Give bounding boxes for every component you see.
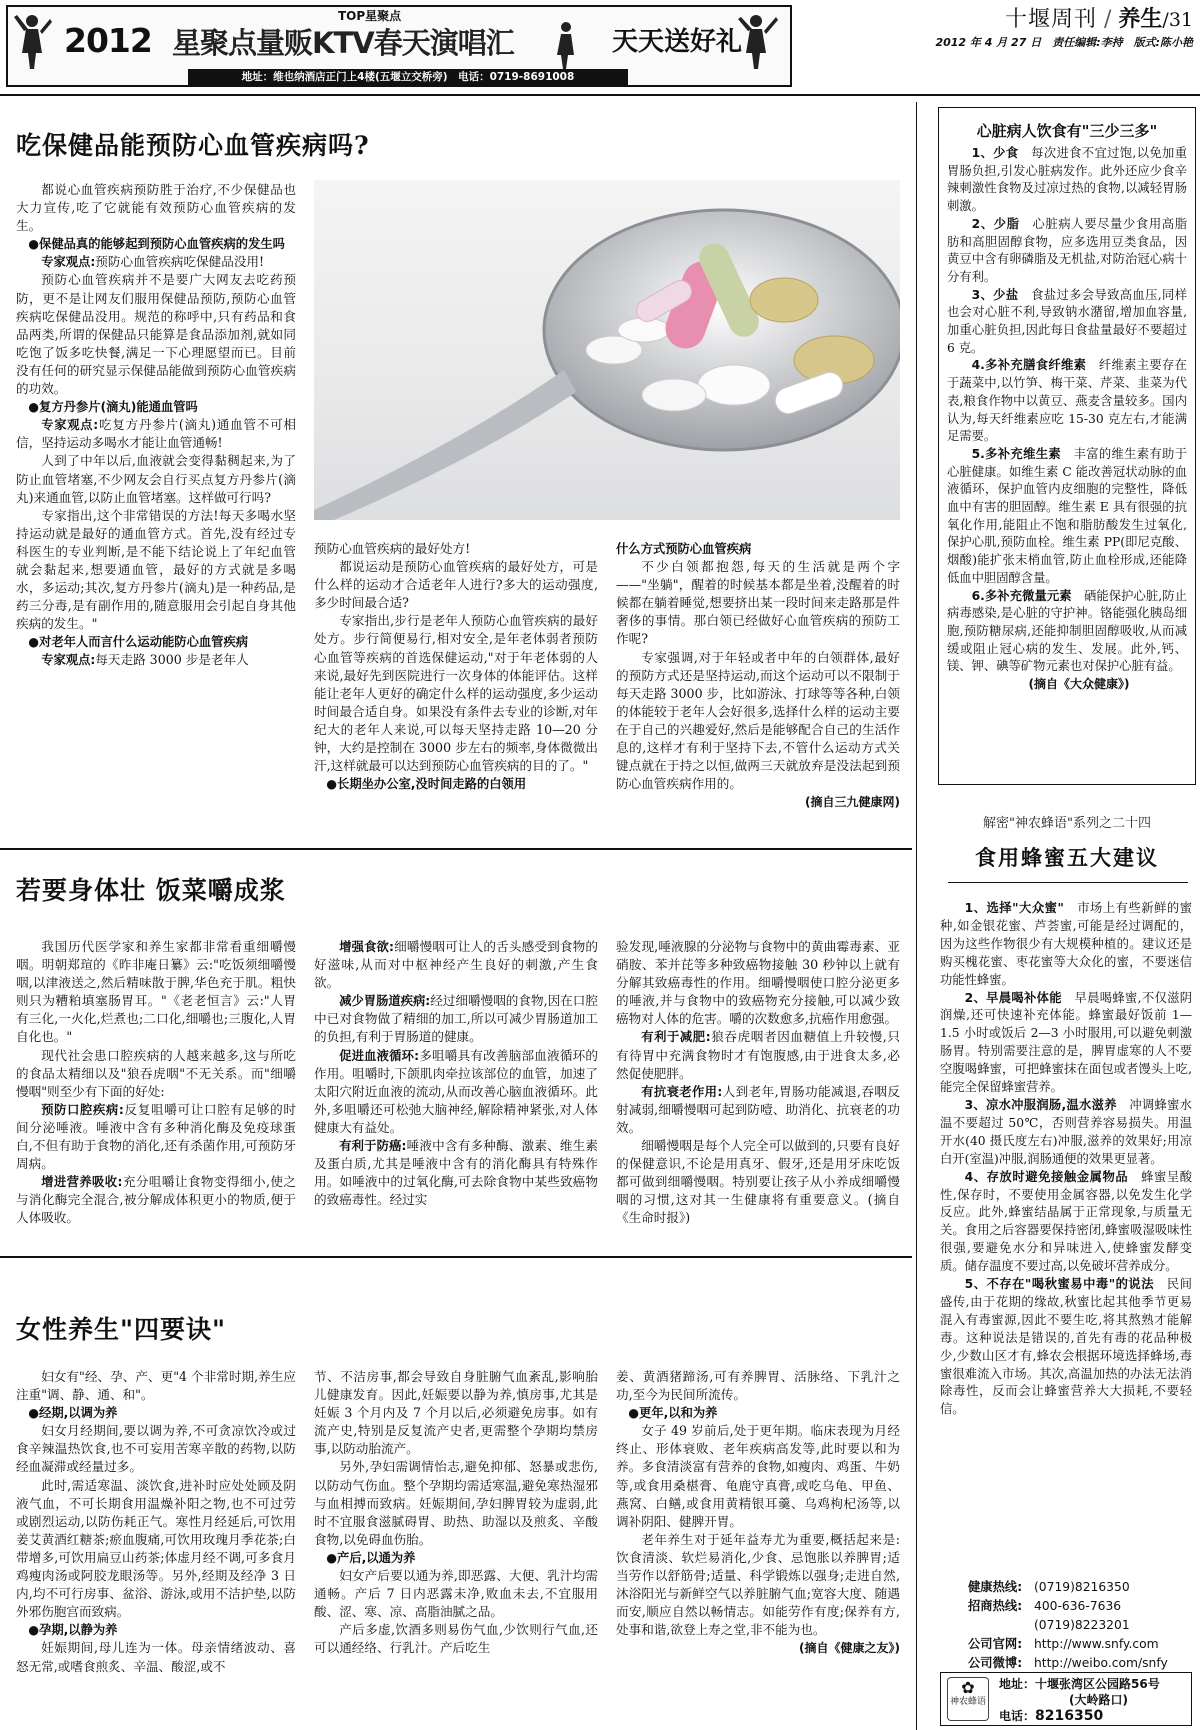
paragraph-text: 都说心血管疾病预防胜于治疗,不少保健品也大力宣传,吃了它就能有效预防心血管疾病的发生。 bbox=[16, 182, 296, 234]
paragraph-text: ●复方丹参片(滴丸)能通血管吗 bbox=[28, 400, 198, 415]
paragraph-text: 产后多虚,饮酒多则易伤气血,少饮则行气血,还可以通经络、行乳汁。产后吃生 bbox=[314, 1622, 598, 1656]
paragraph bbox=[16, 253, 296, 271]
paragraph-text: 经过细嚼慢咽的食物,因在口腔中已对食物做了精细的加工,所以可减少胃肠道加工的负担,有利于胃肠道的健康。 bbox=[314, 993, 598, 1045]
article1-column-3 bbox=[616, 540, 900, 840]
tel-value: 8216350 bbox=[1035, 1708, 1104, 1724]
sidebar-item bbox=[940, 1169, 1192, 1276]
paragraph-text: 不少白领都抱怨,每天的生活就是两个字——"坐躺"，醒着的时候基本都是坐着,没醒着的时候都在躺着睡觉,想要挤出某一段时间来走路那是件奢侈的事情。那白领已经做好心血管疾病的预防工作呢? bbox=[616, 559, 900, 647]
sidebar1-title: 心脏病人饮食有"三少三多" bbox=[976, 122, 1158, 140]
sidebar-item-text: 蜂蜜呈酸性,保存时，不要使用金属容器,以免发生化学反应。此外,蜂蜜结晶属于正常现象,与质量无关。食用之后容器要保持密闭,蜂蜜吸湿吸味性很强,要避免水分和异味进入,使蜂蜜发酵变质。储存温度不要过高,以免破坏营养成分。 bbox=[940, 1169, 1192, 1274]
article3-column-3 bbox=[616, 1368, 900, 1726]
paragraph-text: 唾液中含有多种酶、激素、维生素及蛋白质,尤其是唾液中含有的消化酶具有特殊作用。如唾液中的过氧化酶,可去除食物中某些致癌物的致癌毒性。经过实 bbox=[314, 1138, 598, 1208]
subheading bbox=[16, 1404, 296, 1422]
sidebar1-body bbox=[947, 145, 1187, 785]
heart-patient-diet-box bbox=[938, 107, 1196, 785]
article1-title: 吃保健品能预防心血管疾病吗? bbox=[16, 131, 370, 160]
paragraph-lead: 专家观点: bbox=[41, 418, 99, 433]
paragraph-text: 预防心血管疾病并不是要广大网友去吃药预防，更不是让网友们服用保健品预防,预防心血管疾病吃保健品没用。规范的称呼中,只有药品和食品两类,所谓的保健品只能算是食品添加剂,就如同吃饱了饭多吃快餐,满足一下心理愿望而已。目前没有任何的研究显示保健品能做到预防心血管疾病的功效。 bbox=[16, 272, 296, 397]
paragraph-text: 吃复方丹参片(滴丸)通血管不可相信，坚持运动多喝水才能让血管通畅! bbox=[16, 417, 296, 451]
hotline-list bbox=[968, 1578, 1188, 1673]
article2-column-1 bbox=[16, 938, 296, 1228]
article1-column-2 bbox=[314, 540, 598, 840]
paragraph bbox=[314, 540, 598, 558]
paragraph bbox=[314, 1047, 598, 1137]
sidebar-item bbox=[940, 900, 1192, 990]
paragraph-text: ●产后,以通为养 bbox=[326, 1550, 416, 1565]
sidebar-item bbox=[940, 990, 1192, 1097]
sidebar-item bbox=[947, 357, 1187, 446]
sidebar2-kicker: 解密"神农蜂语"系列之二十四 bbox=[983, 816, 1151, 831]
paragraph-text: 我国历代医学家和养生家都非常看重细嚼慢咽。明朝郑瑄的《昨非庵日纂》云:"吃饭须细嚼慢咽,以津液送之,然后精味散于脾,华色充于肌。粗快则只为糟粕填塞肠胃耳。"《老老恒言》云:"人胃有三化,一火化,烂煮也;二口化,细嚼也;三腹化,人胃自化也。" bbox=[16, 939, 296, 1045]
paragraph-text: 另外,孕妇需调情怡志,避免抑郁、怒暴或悲伤,以防动气伤血。整个孕期均需适寒温,避免寒热湿邪与血相搏而致病。妊娠期间,孕妇脾胃较为虚弱,此时不宜服食滋腻碍胃、助热、助湿以及煎炙、辛酸食物,以免碍血伤胎。 bbox=[314, 1459, 598, 1547]
paragraph-text: 专家强调,对于年轻或者中年的白领群体,最好的预防方式还是坚持运动,而这个运动可以不限制于每天走路 3000 步，比如游泳、打球等等各种,白领的体能较于老年人会好很多,选择什么样的运动主要在于自己的兴趣爱好,然后是能够配合自己的生活作息的,这样才有利于坚持下去,不管什么运动方式关键点就在于持之以恒,做两三天就放弃是没法起到预防心血管疾病作用的。 bbox=[616, 649, 900, 792]
article3-column-2 bbox=[314, 1368, 598, 1726]
ktv-advertisement-banner bbox=[6, 5, 792, 87]
paragraph-text: (摘自三九健康网) bbox=[805, 795, 900, 810]
paragraph bbox=[16, 938, 296, 1047]
hotline-label: 公司官网: bbox=[968, 1637, 1023, 1651]
paragraph-text: 女子 49 岁前后,处于更年期。临床表现为月经终止、形体衰败、老年疾病高发等,此时要以和为养。多食清淡富有营养的食物,如瘦肉、鸡蛋、牛奶等,或食用桑椹膏、龟鹿守真膏,或吃乌龟、甲鱼、燕窝、白鳝,或食用黄精银耳羹、乌鸡枸杞汤等,以调补阴阳、健脾开胃。 bbox=[616, 1423, 900, 1529]
section-name: 养生 bbox=[1118, 6, 1163, 32]
sidebar2-title: 食用蜂蜜五大建议 bbox=[975, 845, 1159, 870]
hotline-label: 公司微博: bbox=[968, 1656, 1023, 1670]
paragraph bbox=[314, 992, 598, 1046]
banner-address: 地址：维也纳酒店正门上4楼(五堰立交桥旁) 电话：0719-8691008 bbox=[188, 69, 628, 85]
paragraph bbox=[16, 1368, 296, 1404]
sidebar-item-text: 市场上有些新鲜的蜜种,如金银花蜜、芦荟蜜,可能是经过调配的，因为这些作物很少有大规模种植的。建议还是购买槐花蜜、枣花蜜等大众化的蜜，不要迷信功能性蜂蜜。 bbox=[940, 901, 1192, 987]
paragraph bbox=[616, 1422, 900, 1531]
sidebar-item-text: 民间盛传,由于花期的缘故,秋蜜比起其他季节更易混入有毒蜜源,因此不要生吃,将其熬熟才能解毒。这种说法是错误的,首先有毒的花品种极少,少数山区才有,蜂农会根据环境选择蜂场,毒蜜很难流入市场。其次,高温加热的办法无法消除毒性，反而会让蜂蜜营养大大损耗,不要轻信。 bbox=[940, 1277, 1192, 1417]
footer-address bbox=[999, 1676, 1160, 1724]
article-separator-2 bbox=[0, 1256, 912, 1258]
paragraph-text: 现代社会患口腔疾病的人越来越多,这与所吃的食品太精细以及"狼吞虎咽"不无关系。而"细嚼慢咽"则至少有下面的好处: bbox=[16, 1047, 296, 1099]
hotline-row bbox=[968, 1578, 1188, 1597]
page-masthead: 十堰周刊 / 养生/31 bbox=[1004, 6, 1193, 32]
sidebar-item bbox=[947, 446, 1187, 588]
dateline: 2012 年 4 月 27 日 责任编辑:李持 版式:陈小艳 bbox=[935, 36, 1193, 49]
hotline-value: (0719)8223201 bbox=[1034, 1618, 1130, 1632]
paragraph-text: ●对老年人而言什么运动能防心血管疾病 bbox=[28, 635, 249, 650]
sidebar2-title-rule bbox=[948, 882, 1188, 883]
paragraph-text: 多咀嚼具有改善脑部血液循环的作用。咀嚼时,下颌肌肉牵拉该部位的血管，加速了太阳穴附近血液的流动,从而改善心脑血液循环。此外,多咀嚼还可松弛大脑神经,解除精神紧张,对人体健康大有益处。 bbox=[314, 1047, 598, 1135]
page-number: /31 bbox=[1162, 9, 1193, 31]
paragraph-lead: 减少胃肠道疾病: bbox=[339, 994, 431, 1009]
sidebar-item-text: 早晨喝蜂蜜,不仅滋阴润燥,还可快速补充体能。蜂蜜最好饭前 1—1.5 小时或饭后 2—3 小时服用,可以避免刺激肠胃。特别需要注意的是，脾胃虚寒的人不要空腹喝蜂蜜，可把蜂蜜抹在面包或者馒头上吃,能完全保留蜂蜜营养。 bbox=[940, 990, 1192, 1095]
paragraph-text: ●经期,以调为养 bbox=[28, 1406, 118, 1421]
paragraph-text: ●孕期,以静为养 bbox=[28, 1623, 118, 1638]
paragraph-text: 此时,需适寒温、淡饮食,进补时应处处顾及阴液气血，不可长期食用温燥补阳之物,也不可过劳或剧烈运动,以防伤耗正气。寒性月经延后,可饮用姜艾黄酒红糖茶;瘀血腹痛,可饮用玫瑰月季花茶;白带增多,可饮用扁豆山药茶;体虚月经不调,可多食月鸡瘦肉汤或阿胶龙眼汤等。另外,经期及经净 3 日内,均不可行房事、盆浴、游泳,或用不洁护垫,以防外邪伤胞宫而致病。 bbox=[16, 1477, 296, 1620]
sidebar-item bbox=[947, 216, 1187, 287]
paragraph bbox=[16, 1422, 296, 1476]
subheading bbox=[616, 540, 900, 558]
tel-label: 电话： bbox=[999, 1709, 1036, 1723]
paper-name: 十堰周刊 bbox=[1004, 7, 1097, 32]
article3-title: 女性养生"四要诀" bbox=[16, 1315, 227, 1344]
paragraph-text: 妇女有"经、孕、产、更"4 个非常时期,养生应注重"调、静、通、和"。 bbox=[16, 1369, 296, 1403]
sidebar-item bbox=[940, 1276, 1192, 1419]
paragraph bbox=[314, 1458, 598, 1548]
hotline-row bbox=[968, 1597, 1188, 1616]
banner-year: 2012 bbox=[64, 21, 152, 60]
sidebar-item-lead: 4、存放时避免接触金属物品 bbox=[964, 1169, 1142, 1184]
subheading bbox=[314, 775, 598, 793]
paragraph-text: 人到了中年以后,血液就会变得黏稠起来,为了防止血管堵塞,不少网友会自行买点复方丹参片(滴丸)来通血管,以防止血管堵塞。这样做可行吗? bbox=[16, 453, 296, 505]
source-credit bbox=[616, 1639, 900, 1657]
paragraph bbox=[16, 1101, 296, 1173]
sidebar-item-lead: 1、少食 bbox=[971, 146, 1032, 160]
paragraph-text: 专家指出,这个非常错误的方法!每天多喝水坚持运动就是最好的通血管方式。首先,没有经过专科医生的专业判断,是不能下结论说上了年纪血管就会黏起来,想要通血管，最好的方式就是多喝水，多运动;其次,复方丹参片(滴丸)是一种药品,是药三分毒,是有副作用的,随意服用会引起自身其他疾病的发生。" bbox=[16, 507, 296, 632]
paragraph-lead: 有利于减肥: bbox=[641, 1030, 711, 1045]
sidebar-item-text: 丰富的维生素有助于心脏健康。如维生素 C 能改善冠状动脉的血液循环，保护血管内皮细胞的完整性，降低血中有害的胆固醇。维生素 E 具有很强的抗氧化作用,能阻止不饱和脂肪酸发生过氧化,保护心肌,预防血栓。维生素 PP(即尼克酸、烟酸)能扩张末梢血管,防止血栓形成,还能降低血中胆固醇含量。 bbox=[947, 446, 1187, 585]
paragraph bbox=[16, 1477, 296, 1622]
sidebar-item-lead: 6.多补充微量元素 bbox=[971, 588, 1084, 603]
paragraph-text: ●长期坐办公室,没时间走路的白领用 bbox=[326, 777, 527, 792]
paragraph bbox=[314, 1368, 598, 1458]
paragraph bbox=[616, 1531, 900, 1640]
paragraph-text: 专家指出,步行是老年人预防心血管疾病的最好处方。步行简便易行,相对安全,是年老体弱者预防心血管等疾病的首选保健运动,"对于年老体弱的人来说,最好先到医院进行一次身体的体能评估。这样能让老年人更好的确定什么样的运动强度,多少运动时间最合适自身。如果没有条件去专业的诊断,对年纪大的老年人来说,可以每天坚持走路 10—20 分钟，大约是控制在 3000 步左右的频率,身体微微出汗,这样就最可以达到预防心血管疾病的目的了。" bbox=[314, 613, 598, 774]
paragraph bbox=[16, 651, 296, 669]
brand-name: 神农蜂语 bbox=[949, 1697, 986, 1707]
paragraph-lead: 促进血液循环: bbox=[339, 1048, 420, 1063]
paragraph-text: ●更年,以和为养 bbox=[628, 1406, 718, 1421]
subheading bbox=[16, 633, 296, 651]
paragraph bbox=[314, 1137, 598, 1209]
hotline-value[interactable]: http://weibo.com/snfy bbox=[1034, 1656, 1168, 1670]
sidebar-item-lead: 3、少盐 bbox=[971, 287, 1032, 302]
paragraph bbox=[616, 1368, 900, 1404]
sidebar2-footer-box bbox=[940, 1672, 1192, 1726]
paragraph-text: 预防心血管疾病吃保健品没用! bbox=[95, 254, 265, 270]
sidebar-item-text: 纤维素主要存在于蔬菜中,以竹笋、梅干菜、芹菜、韭菜为代表,粮食作物中以黄豆、燕麦含量较多。国内认为,每天纤维素应吃 15-30 克左右,才能满足需要。 bbox=[947, 358, 1187, 444]
sidebar-item bbox=[940, 1097, 1192, 1169]
paragraph-text: 妇女产后要以通为养,即恶露、大便、乳汁均需通畅。产后 7 日内恶露未净,败血未去,不宜服用酸、涩、寒、凉、高脂油腻之品。 bbox=[314, 1568, 598, 1620]
sidebar-item-text: 每次进食不宜过饱,以免加重胃肠负担,引发心脏病发作。此外还应少食辛辣刺激性食物及过凉过热的食物,以减轻胃肠刺激。 bbox=[947, 146, 1187, 214]
paragraph-text: 姜、黄酒猪蹄汤,可有养脾胃、活脉络、下乳汁之功,至今为民间所流传。 bbox=[616, 1369, 900, 1403]
paragraph-lead: 增强食欲: bbox=[339, 940, 394, 954]
article2-title: 若要身体壮 饭菜嚼成浆 bbox=[16, 876, 286, 905]
header-rule bbox=[0, 94, 1200, 96]
paragraph bbox=[616, 649, 900, 794]
sidebar-item-lead: 4.多补充膳食纤维素 bbox=[971, 358, 1099, 373]
sidebar2-body bbox=[940, 900, 1192, 1575]
paragraph bbox=[314, 558, 598, 612]
paragraph-text: 细嚼慢咽是每个人完全可以做到的,只要有良好的保健意识,不论是用真牙、假牙,还是用牙床吃饭都可做到细嚼慢咽。特别要让孩子从小养成细嚼慢咽的习惯,这对其一生健康将有重要意义。(摘自《生命时报》) bbox=[616, 1138, 900, 1226]
paragraph bbox=[616, 1137, 900, 1227]
paragraph bbox=[16, 416, 296, 452]
hotline-value: 400-636-7636 bbox=[1034, 1599, 1122, 1613]
paragraph-text: 都说运动是预防心血管疾病的最好处方，可是什么样的运动才合适老年人进行?多大的运动强度,多少时间最合适? bbox=[314, 559, 598, 611]
hotline-row bbox=[968, 1616, 1188, 1635]
sidebar-item-text: 硒能保护心脏,防止病毒感染,是心脏的守护神。铬能强化胰岛细胞,预防糖尿病,还能抑制胆固醇吸收,从而减缓或阻止冠心病的发生、发展。此外,钙、镁、钾、碘等矿物元素也对保护心脏有益。 bbox=[947, 588, 1187, 674]
paragraph bbox=[616, 1083, 900, 1137]
paragraph-text: 预防心血管疾病的最好处方! bbox=[314, 541, 471, 556]
pills-in-spoon-photo bbox=[314, 180, 900, 520]
address-line-2: (大岭路口) bbox=[1069, 1693, 1128, 1707]
paragraph-lead: 有利于防癌: bbox=[339, 1139, 407, 1154]
paragraph-text: 节、不洁房事,都会导致自身脏腑气血紊乱,影响胎儿健康发育。因此,妊娠要以静为养,慎房事,尤其是妊娠 3 个月内及 7 个月以后,必须避免房事。如有流产史,特别是反复流产史者,更需整个孕期均禁房事,以防动胎流产。 bbox=[314, 1369, 598, 1457]
paragraph bbox=[314, 1567, 598, 1621]
article3-column-1 bbox=[16, 1368, 296, 1726]
paragraph-lead: 有抗衰老作用: bbox=[641, 1084, 723, 1099]
column-divider bbox=[916, 102, 917, 1730]
paragraph bbox=[314, 1621, 598, 1657]
paragraph bbox=[16, 181, 296, 235]
source-credit: (摘自《大众健康》) bbox=[1028, 677, 1130, 692]
paragraph-text: 细嚼慢咽可让人的舌头感受到食物的好滋味,从而对中枢神经产生良好的刺激,产生食欲。 bbox=[314, 939, 598, 991]
bee-icon: ✿ bbox=[961, 1678, 975, 1697]
sidebar-item-text: 食盐过多会导致高血压,同样也会对心脏不利,导致钠水潴留,增加血容量,加重心脏负担,因此每日食盐量最好不要超过 6 克。 bbox=[947, 287, 1187, 355]
paragraph bbox=[616, 558, 900, 648]
paragraph bbox=[616, 938, 900, 1028]
address-value: 十堰张湾区公园路56号 bbox=[1035, 1677, 1160, 1691]
sidebar-item-lead: 1、选择"大众蜜" bbox=[964, 901, 1078, 915]
banner-title: 星聚点量贩KTV春天演唱汇 bbox=[172, 26, 514, 60]
subheading bbox=[16, 235, 296, 253]
hotline-value: (0719)8216350 bbox=[1034, 1580, 1130, 1594]
sidebar-item-lead: 3、凉水冲服润肠,温水滋养 bbox=[964, 1097, 1130, 1112]
paragraph-lead: 专家观点: bbox=[41, 255, 96, 270]
paragraph-text: 反复咀嚼可让口腔有足够的时间分泌唾液。唾液中含有多种消化酶及免疫球蛋白,不但有助于食物的消化,还有杀菌作用,可预防牙周病。 bbox=[16, 1101, 296, 1172]
subheading bbox=[16, 398, 296, 416]
paragraph bbox=[16, 1047, 296, 1101]
paragraph-text: 验发现,唾液腺的分泌物与食物中的黄曲霉毒素、亚硝胺、苯并芘等多种致癌物接触 30 秒钟以上就有分解其致癌毒性的作用。细嚼慢咽使口腔分泌更多的唾液,并与食物中的致癌物充分接触,可以减少致癌物对人体的危害。嚼的次数愈多,抗癌作用愈强。 bbox=[616, 939, 900, 1027]
sidebar-item-lead: 2、少脂 bbox=[971, 216, 1033, 231]
paragraph-text: ●保健品真的能够起到预防心血管疾病的发生吗 bbox=[28, 237, 285, 252]
paragraph bbox=[314, 938, 598, 992]
article2-column-2 bbox=[314, 938, 598, 1228]
article2-column-3 bbox=[616, 938, 900, 1228]
paragraph-text: 老年养生对于延年益寿尤为重要,概括起来是:饮食清淡、软烂易消化,少食、忌饱胀以养脾胃;适当劳作以舒筋骨;适量、科学锻炼以强身;走进自然,沐浴阳光与新鲜空气以养脏腑气血;宽容大度、随遇而安,顺应自然以畅情志。如能劳作有度;保养有方,处事和谐,欲登上寿之堂,非不能为也。 bbox=[616, 1531, 900, 1638]
paragraph-text: (摘自《健康之友》) bbox=[799, 1641, 900, 1656]
sidebar-item bbox=[947, 588, 1187, 677]
sidebar-item-text: 心脏病人要尽量少食用高脂肪和高胆固醇食物，应多选用豆类食品，因黄豆中含有卵磷脂及无机盐,对防治冠心病十分有利。 bbox=[947, 216, 1187, 284]
paragraph bbox=[16, 1173, 296, 1227]
paragraph-text: 充分咀嚼让食物变得细小,使之与消化酶完全混合,被分解成体积更小的物质,便于人体吸收。 bbox=[16, 1174, 296, 1226]
paragraph-text: 什么方式预防心血管疾病 bbox=[616, 542, 752, 556]
hotline-row bbox=[968, 1654, 1188, 1673]
sidebar-item bbox=[947, 287, 1187, 358]
paragraph-lead: 预防口腔疾病: bbox=[41, 1102, 124, 1117]
paragraph bbox=[16, 507, 296, 634]
sidebar-item-text: 冲调蜂蜜水温不要超过 50℃，否则营养容易损失。用温开水(40 摄氏度左右)冲服,滋养的效果好;用凉白开(室温)冲服,润肠通便的效果更显著。 bbox=[940, 1097, 1192, 1166]
paragraph-lead: 专家观点: bbox=[41, 653, 96, 668]
paragraph bbox=[314, 612, 598, 775]
banner-brand-logo: TOP星聚点 bbox=[338, 9, 402, 23]
hotline-value[interactable]: http://www.snfy.com bbox=[1034, 1637, 1159, 1651]
sidebar-item-lead: 5.多补充维生素 bbox=[971, 446, 1074, 461]
subheading bbox=[616, 1404, 900, 1422]
sidebar-item-lead: 5、不存在"喝秋蜜易中毒"的说法 bbox=[964, 1277, 1167, 1292]
paragraph-text: 人到老年,胃肠功能减退,吞咽反射减弱,细嚼慢咽可起到防噎、助消化、抗衰老的功效。 bbox=[616, 1083, 900, 1135]
article1-column-1 bbox=[16, 181, 296, 821]
brand-logo bbox=[947, 1677, 989, 1721]
hotline-label: 健康热线: bbox=[968, 1580, 1023, 1594]
paragraph-text: 妊娠期间,母儿连为一体。母亲情绪波动、喜怒无常,或嗜食煎炙、辛温、酸涩,或不 bbox=[16, 1640, 296, 1674]
subheading bbox=[314, 1549, 598, 1567]
address-label: 地址： bbox=[999, 1677, 1036, 1691]
subheading bbox=[16, 1621, 296, 1639]
paragraph bbox=[16, 1639, 296, 1675]
sidebar-item-lead: 2、早晨喝补体能 bbox=[964, 990, 1075, 1005]
paragraph-text: 每天走路 3000 步是老年人 bbox=[95, 652, 249, 668]
sidebar-item bbox=[947, 145, 1187, 216]
hotline-label: 招商热线: bbox=[968, 1599, 1023, 1613]
paragraph bbox=[16, 452, 296, 506]
paragraph-text: 狼吞虎咽者因血糖值上升较慢,只有待胃中充满食物时才有饱腹感,由于进食太多,必然促使肥胖。 bbox=[616, 1029, 900, 1081]
source-credit bbox=[616, 793, 900, 811]
paragraph bbox=[616, 1028, 900, 1082]
hotline-row bbox=[968, 1635, 1188, 1654]
paragraph-text: 妇女月经期间,要以调为养,不可贪凉饮冷或过食辛辣温热饮食,也不可妄用苦寒辛散的药物,以防经血凝滞或经量过多。 bbox=[16, 1423, 296, 1475]
article-separator-1 bbox=[0, 848, 912, 850]
banner-slogan: 天天送好礼 bbox=[612, 27, 743, 57]
paragraph-lead: 增进营养吸收: bbox=[41, 1175, 123, 1190]
paragraph bbox=[16, 271, 296, 398]
